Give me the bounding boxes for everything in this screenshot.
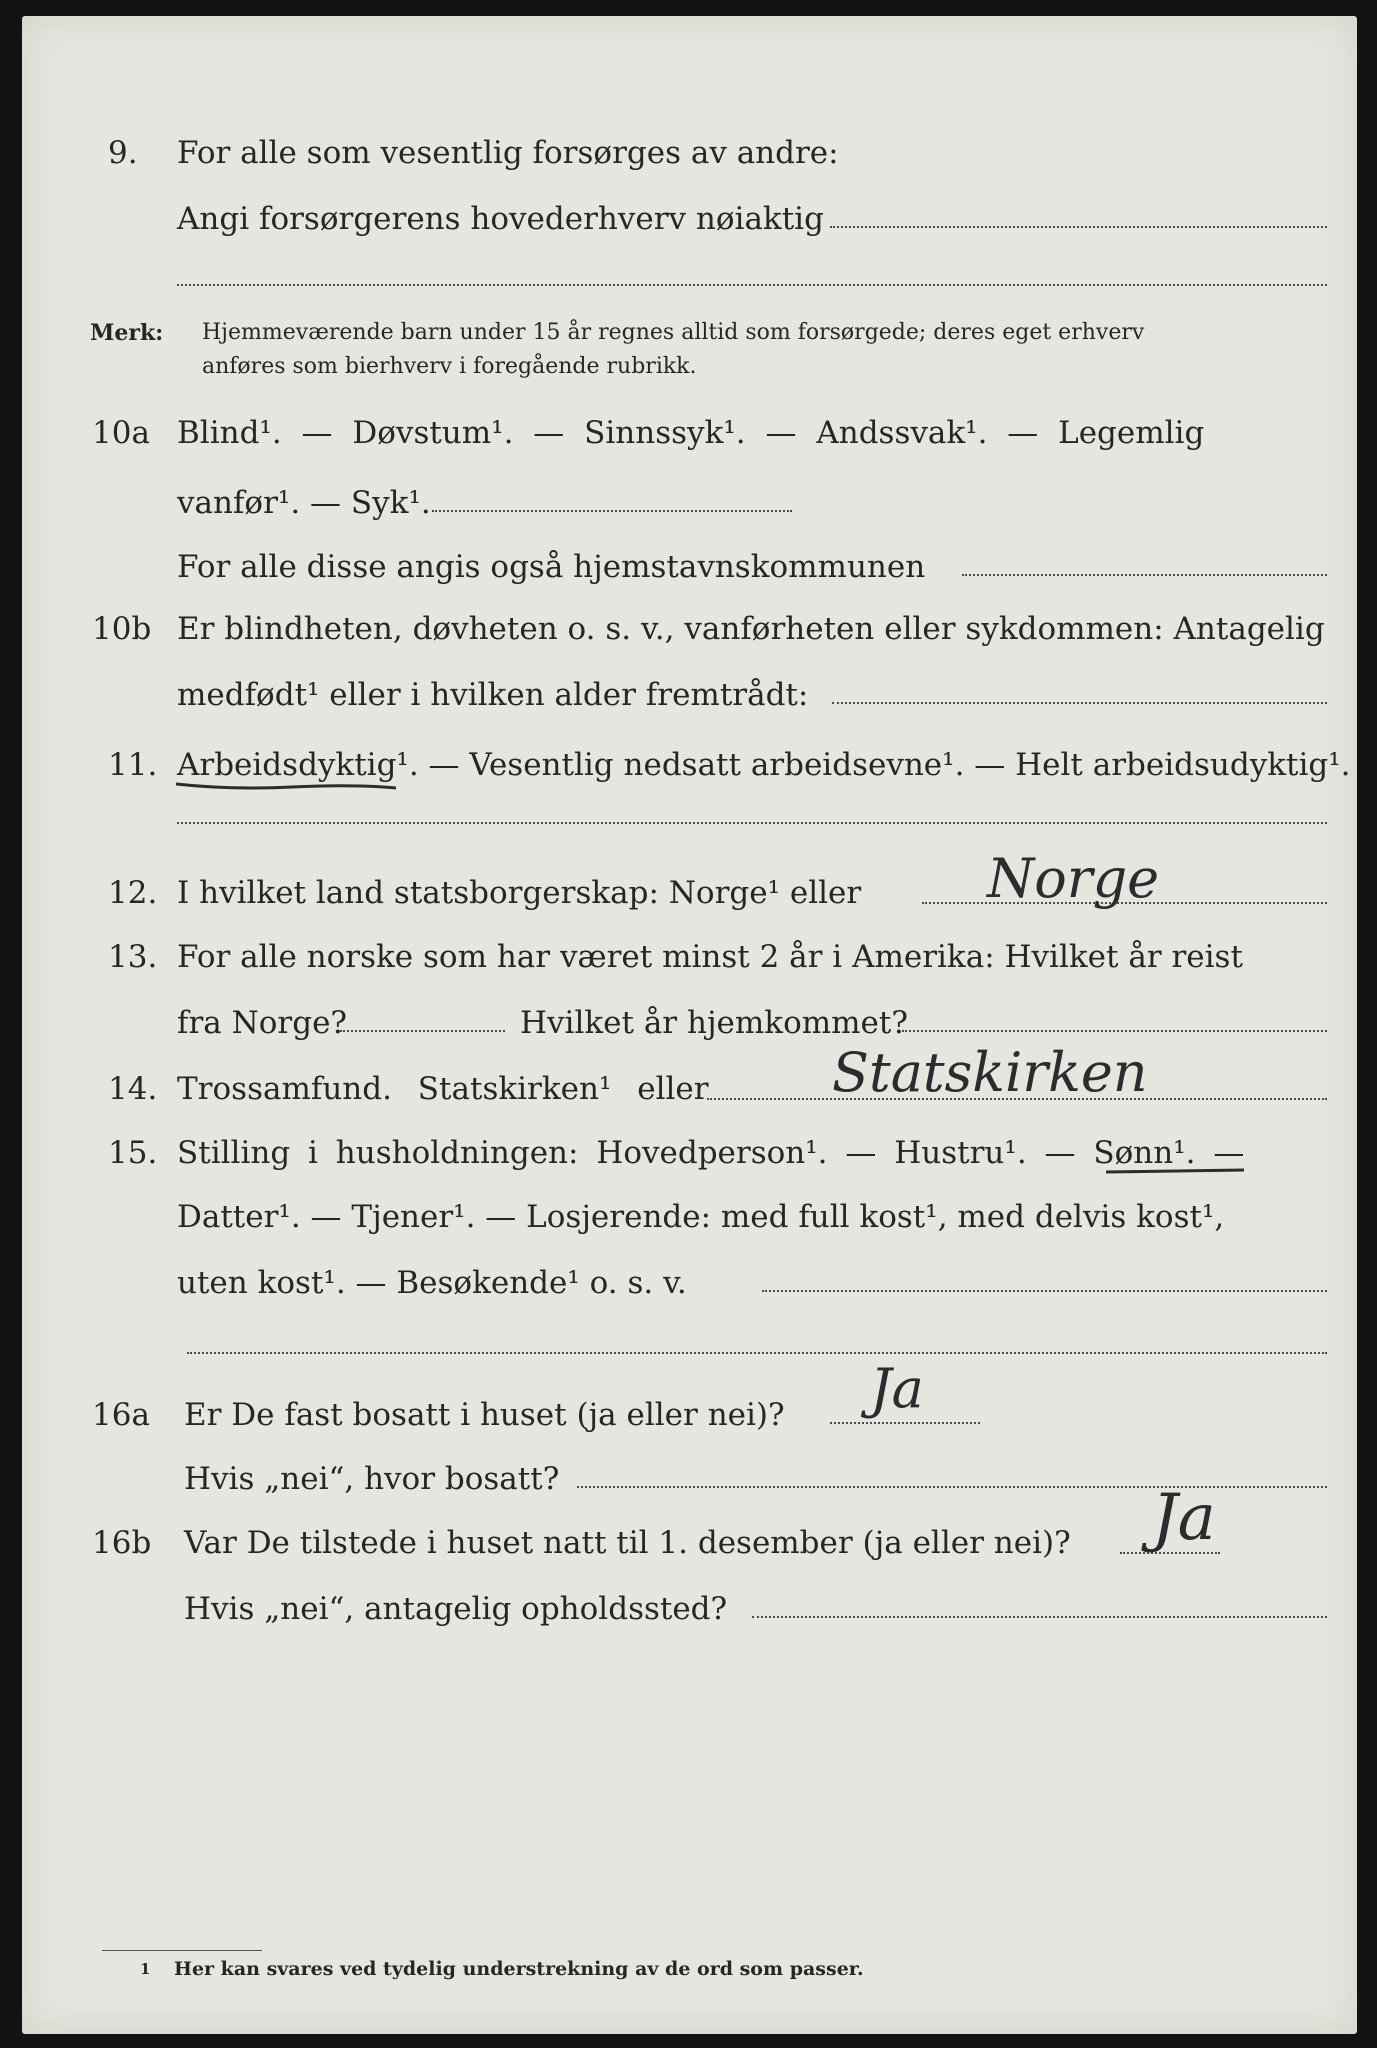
q15-answer-line[interactable] — [762, 1290, 1327, 1292]
q15-number: 15. — [108, 1135, 158, 1171]
q10a-answer-line[interactable] — [432, 510, 792, 512]
q13-return-year-line[interactable] — [902, 1030, 1327, 1032]
q15-line2: Datter¹. — Tjener¹. — Losjerende: med full kost¹, med delvis kost¹, — [177, 1199, 1225, 1235]
q12-number: 12. — [108, 875, 158, 911]
q15-answer-line-2[interactable] — [187, 1352, 1327, 1354]
q11-line1: Arbeidsdyktig¹. — Vesentlig nedsatt arbeidsevne¹. — Helt arbeidsudyktig¹. — [177, 747, 1351, 783]
q16b-whereabouts-line[interactable] — [752, 1616, 1327, 1618]
q10b-number: 10b — [92, 611, 152, 647]
q16a-line1: Er De fast bosatt i huset (ja eller nei)? — [184, 1397, 785, 1433]
footnote-marker: 1 — [140, 1960, 151, 1978]
q14-number: 14. — [108, 1071, 158, 1107]
q10b-line2: medfødt¹ eller i hvilken alder fremtrådt: — [177, 677, 809, 713]
q9-line1: For alle som vesentlig forsørges av andre: — [177, 135, 839, 171]
q9-answer-line[interactable] — [830, 226, 1327, 228]
q16a-answer-line[interactable] — [830, 1422, 980, 1424]
footnote-text: Her kan svares ved tydelig understrekning av de ord som passer. — [174, 1958, 864, 1980]
q13-line1: For alle norske som har været minst 2 år i Amerika: Hvilket år reist — [177, 939, 1243, 975]
q16b-handwritten-answer: Ja — [1152, 1481, 1216, 1555]
footnote-rule — [102, 1950, 262, 1951]
merk-line1: Hjemmeværende barn under 15 år regnes alltid som forsørgede; deres eget erhverv — [202, 320, 1145, 345]
q10a-line3: For alle disse angis også hjemstavnskommunen — [177, 549, 926, 585]
q10a-line1: Blind¹. — Døvstum¹. — Sinnssyk¹. — Andssvak¹. — Legemlig — [177, 415, 1205, 451]
q13-number: 13. — [108, 939, 158, 975]
q12-line1: I hvilket land statsborgerskap: Norge¹ eller — [177, 875, 862, 911]
q14-handwritten-answer: Statskirken — [832, 1041, 1148, 1104]
q16b-line1: Var De tilstede i huset natt til 1. desember (ja eller nei)? — [184, 1525, 1071, 1561]
q13-departure-year-line[interactable] — [340, 1030, 505, 1032]
q13-line2b: Hvilket år hjemkommet? — [520, 1005, 908, 1041]
q16a-number: 16a — [92, 1397, 150, 1433]
arbeidsdyktig-underline — [172, 774, 402, 794]
q16b-line2: Hvis „nei“, antagelig opholdssted? — [184, 1591, 728, 1627]
merk-label: Merk: — [90, 320, 164, 346]
q11-answer-line[interactable] — [177, 822, 1327, 824]
q10b-line1: Er blindheten, døvheten o. s. v., vanførheten eller sykdommen: Antagelig — [177, 611, 1325, 647]
q10a-line2: vanfør¹. — Syk¹. — [177, 485, 431, 521]
census-form-page — [22, 16, 1357, 2034]
q16a-handwritten-answer: Ja — [870, 1357, 924, 1420]
q14-line1: Trossamfund. Statskirken¹ eller — [177, 1071, 709, 1107]
q9-line2: Angi forsørgerens hovederhverv nøiaktig — [177, 201, 824, 237]
q10b-answer-line[interactable] — [832, 702, 1327, 704]
q10a-number: 10a — [92, 415, 150, 451]
q11-number: 11. — [108, 747, 158, 783]
q16a-line2: Hvis „nei“, hvor bosatt? — [184, 1461, 560, 1497]
q9-number: 9. — [108, 135, 138, 171]
merk-line2: anføres som bierhverv i foregående rubrikk. — [202, 354, 697, 379]
q15-line1: Stilling i husholdningen: Hovedperson¹. — Hustru¹. — Sønn¹. — — [177, 1135, 1245, 1171]
q15-line3: uten kost¹. — Besøkende¹ o. s. v. — [177, 1265, 687, 1301]
q9-answer-line-2[interactable] — [177, 284, 1327, 286]
q10a-home-municipality-line[interactable] — [962, 574, 1327, 576]
q16b-number: 16b — [92, 1525, 152, 1561]
q13-line2a: fra Norge? — [177, 1005, 348, 1041]
q12-handwritten-answer: Norge — [987, 847, 1160, 910]
sonn-underline — [1102, 1164, 1252, 1180]
